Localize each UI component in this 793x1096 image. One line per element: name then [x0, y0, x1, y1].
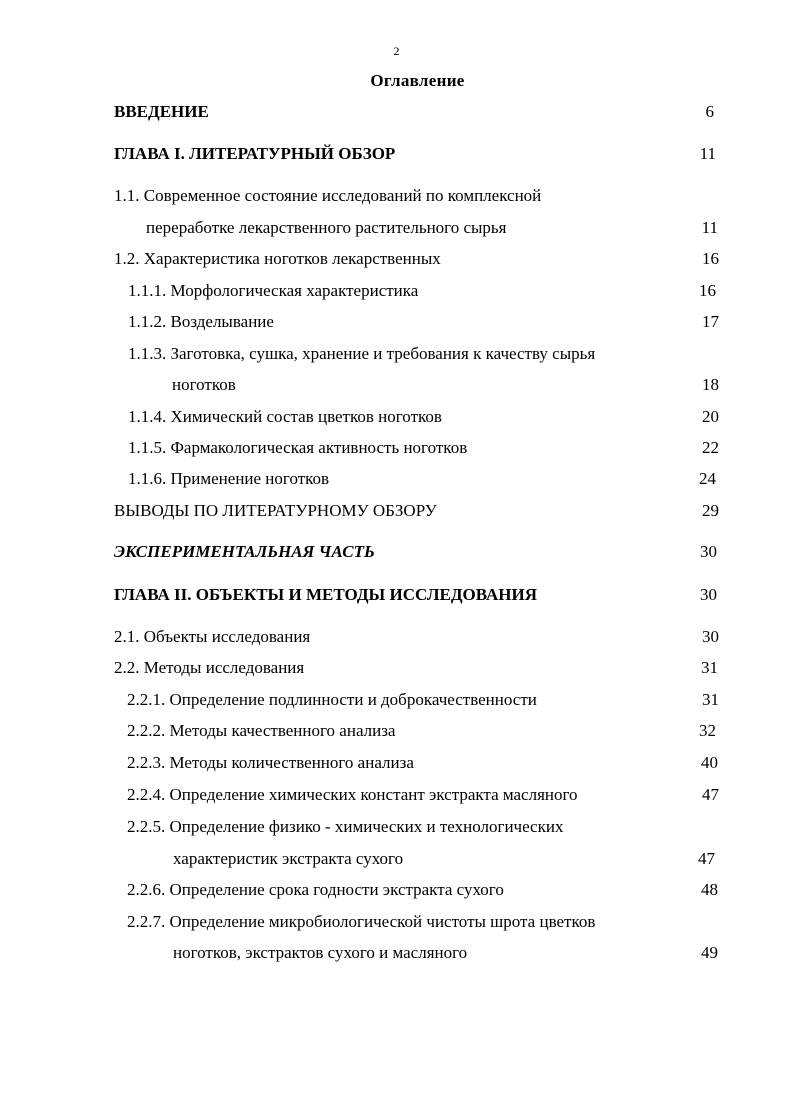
toc-entry-page: 6 [705, 102, 714, 121]
toc-entry-text: 2.2.7. Определение микробиологической чистоты шрота цветков [127, 912, 596, 931]
toc-entry-text: ГЛАВА I. ЛИТЕРАТУРНЫЙ ОБЗОР [114, 144, 396, 163]
toc-title: Оглавление [370, 71, 465, 90]
toc-entry-text: характеристик экстракта сухого [173, 849, 404, 868]
toc-entry-text: 2.2.1. Определение подлинности и доброкачественности [127, 690, 537, 709]
toc-entry-text: 2.2.6. Определение срока годности экстракта сухого [127, 880, 504, 899]
toc-entry-page: 16 [699, 281, 716, 300]
toc-entry-text: 1.1.2. Возделывание [128, 312, 274, 331]
toc-entry-page: 30 [700, 585, 717, 604]
toc-entry-text: 2.2.3. Методы количественного анализа [127, 753, 414, 772]
toc-entry-page: 17 [702, 312, 719, 331]
toc-entry-text: 1.1.1. Морфологическая характеристика [128, 281, 419, 300]
toc-entry-page: 29 [702, 501, 719, 520]
toc-entry-text: 1.1.5. Фармакологическая активность ноготков [128, 438, 468, 457]
toc-entry-page: 30 [702, 627, 719, 646]
toc-entry-text: 2.2.4. Определение химических констант экстракта масляного [127, 785, 578, 804]
toc-entry-text: ЭКСПЕРИМЕНТАЛЬНАЯ ЧАСТЬ [114, 542, 375, 561]
toc-entry-text: ВВЕДЕНИЕ [114, 102, 209, 121]
toc-entry-text: 1.1.6. Применение ноготков [128, 469, 330, 488]
toc-entry-page: 11 [699, 144, 716, 163]
toc-entry-text: 1.2. Характеристика ноготков лекарственных [114, 249, 441, 268]
toc-entry-page: 11 [701, 218, 718, 237]
toc-entry-text: 2.1. Объекты исследования [114, 627, 311, 646]
toc-entry-text: 1.1.3. Заготовка, сушка, хранение и требования к качеству сырья [128, 344, 596, 363]
toc-entry-text: 1.1.4. Химический состав цветков ноготков [128, 407, 442, 426]
toc-entry-text: ГЛАВА II. ОБЪЕКТЫ И МЕТОДЫ ИССЛЕДОВАНИЯ [114, 585, 538, 604]
toc-entry-page: 48 [701, 880, 718, 899]
toc-entry-page: 32 [699, 721, 716, 740]
toc-entry-page: 24 [699, 469, 716, 488]
toc-entry-text: 2.2.5. Определение физико - химических и технологических [127, 817, 564, 836]
toc-entry-page: 31 [701, 658, 718, 677]
toc-entry-page: 16 [702, 249, 719, 268]
toc-entry-text: ноготков, экстрактов сухого и масляного [173, 943, 468, 962]
toc-entry-text: ВЫВОДЫ ПО ЛИТЕРАТУРНОМУ ОБЗОРУ [114, 501, 437, 520]
toc-entry-text: 2.2.2. Методы качественного анализа [127, 721, 396, 740]
toc-entry-text: переработке лекарственного растительного сырья [146, 218, 507, 237]
toc-entry-text: 2.2. Методы исследования [114, 658, 305, 677]
toc-entry-page: 20 [702, 407, 719, 426]
page-number: 2 [393, 44, 400, 58]
toc-entry-page: 40 [701, 753, 718, 772]
toc-entry-text: ноготков [172, 375, 236, 394]
toc-entry-page: 47 [698, 849, 715, 868]
toc-entry-page: 49 [701, 943, 718, 962]
toc-entry-page: 18 [702, 375, 719, 394]
toc-entry-page: 22 [702, 438, 719, 457]
toc-entry-text: 1.1. Современное состояние исследований по комплексной [114, 186, 542, 205]
toc-entry-page: 47 [702, 785, 719, 804]
toc-entry-page: 30 [700, 542, 717, 561]
toc-entry-page: 31 [702, 690, 719, 709]
